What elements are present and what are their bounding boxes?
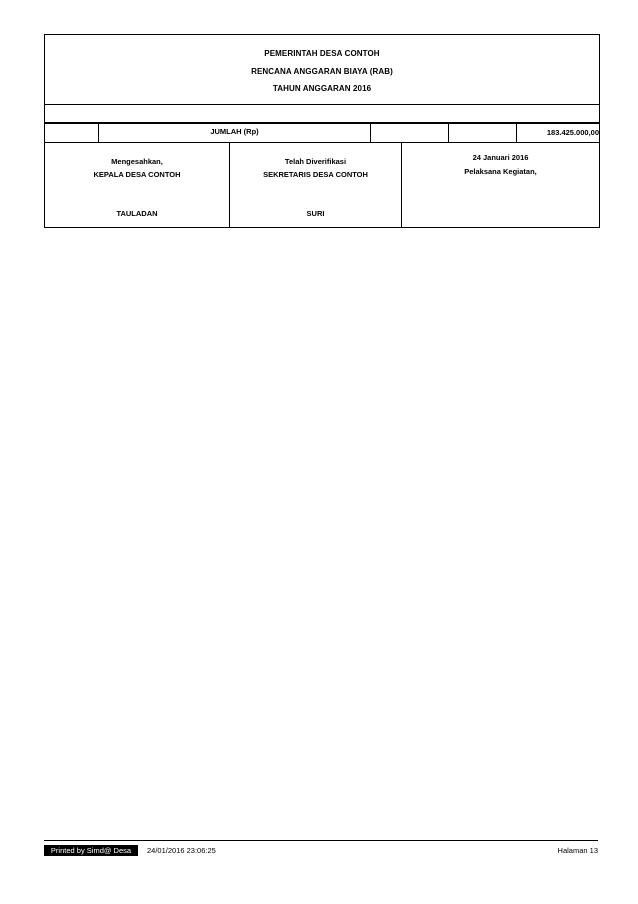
fiscal-year: TAHUN ANGGARAN 2016: [272, 84, 372, 93]
column-divider: [516, 123, 517, 142]
verifier-title: Telah Diverifikasi: [284, 157, 347, 166]
page-number: Halaman 13: [557, 846, 598, 855]
approver-name: TAULADAN: [116, 209, 158, 218]
column-divider: [370, 123, 371, 142]
approver-role: KEPALA DESA CONTOH: [93, 170, 181, 179]
footer-divider: [44, 840, 598, 841]
total-row: [44, 123, 600, 143]
table-spacer-row: [44, 104, 600, 124]
total-label: JUMLAH (Rp): [210, 127, 259, 136]
report-header: [44, 34, 600, 105]
signing-date: 24 Januari 2016: [472, 153, 529, 162]
printed-by-badge: Printed by Simd@ Desa: [44, 845, 138, 856]
verifier-name: SURI: [306, 209, 325, 218]
approver-title: Mengesahkan,: [111, 157, 163, 166]
total-value: 183.425.000,00: [546, 128, 599, 137]
column-divider: [448, 123, 449, 142]
executor-title: Pelaksana Kegiatan,: [464, 167, 537, 176]
signature-section: [44, 143, 600, 228]
report-title: RENCANA ANGGARAN BIAYA (RAB): [251, 67, 393, 76]
print-datetime: 24/01/2016 23:06:25: [147, 846, 216, 855]
verifier-role: SEKRETARIS DESA CONTOH: [263, 170, 368, 179]
government-name: PEMERINTAH DESA CONTOH: [264, 49, 380, 58]
